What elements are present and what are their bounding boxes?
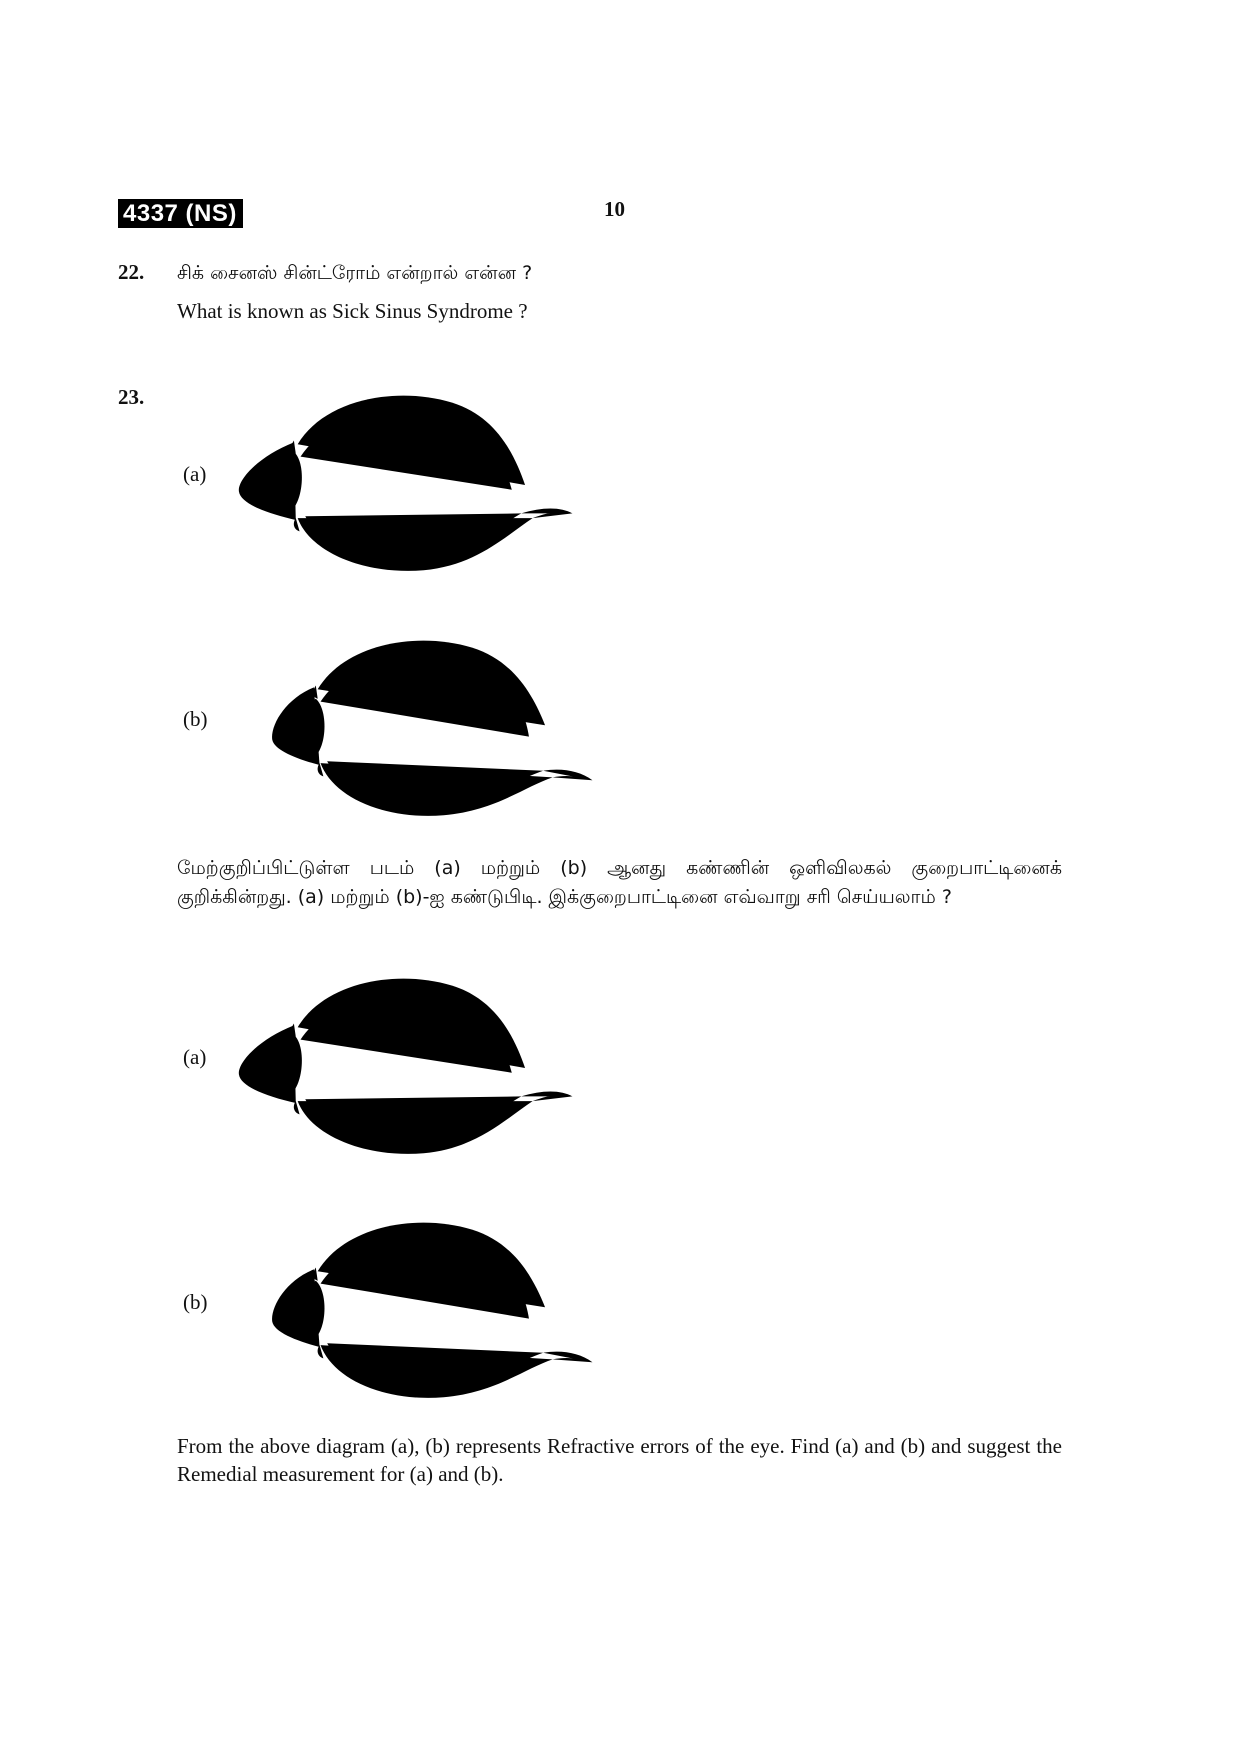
eye-diagram-a-2 — [220, 968, 580, 1168]
question-22-tamil: சிக் சைனஸ் சின்ட்ரோம் என்றால் என்ன ? — [177, 262, 533, 284]
question-23-english: From the above diagram (a), (b) represents Refractive errors of the eye. Find (a) and (b) and suggest the Remedial measurement for (a) and (b). — [177, 1434, 1062, 1486]
eye-diagram-a-1 — [220, 385, 580, 585]
question-22-number: 22. — [118, 260, 145, 284]
eye-diagram-b-1 — [240, 630, 600, 830]
eye-diagram-b-2 — [240, 1212, 600, 1412]
figure-label-a-2: (a) — [183, 1045, 207, 1069]
question-23-tamil: மேற்குறிப்பிட்டுள்ள படம் (a) மற்றும் (b) ஆனது கண்ணின் ஒளிவிலகல் குறைபாட்டினைக் குறிக்கின்றது. (a) மற்றும் (b)-ஐ கண்டுபிடி. இக்குறைபாட்டினை எவ்வாறு சரி செய்யலாம் ? — [177, 857, 1062, 908]
figure-label-b-2: (b) — [183, 1290, 208, 1314]
figure-label-b-1: (b) — [183, 707, 208, 731]
question-23-number: 23. — [118, 385, 145, 409]
figure-label-a-1: (a) — [183, 462, 207, 486]
page-number: 10 — [604, 197, 625, 221]
paper-code-badge: 4337 (NS) — [118, 199, 243, 228]
question-22-english: What is known as Sick Sinus Syndrome ? — [177, 299, 528, 323]
